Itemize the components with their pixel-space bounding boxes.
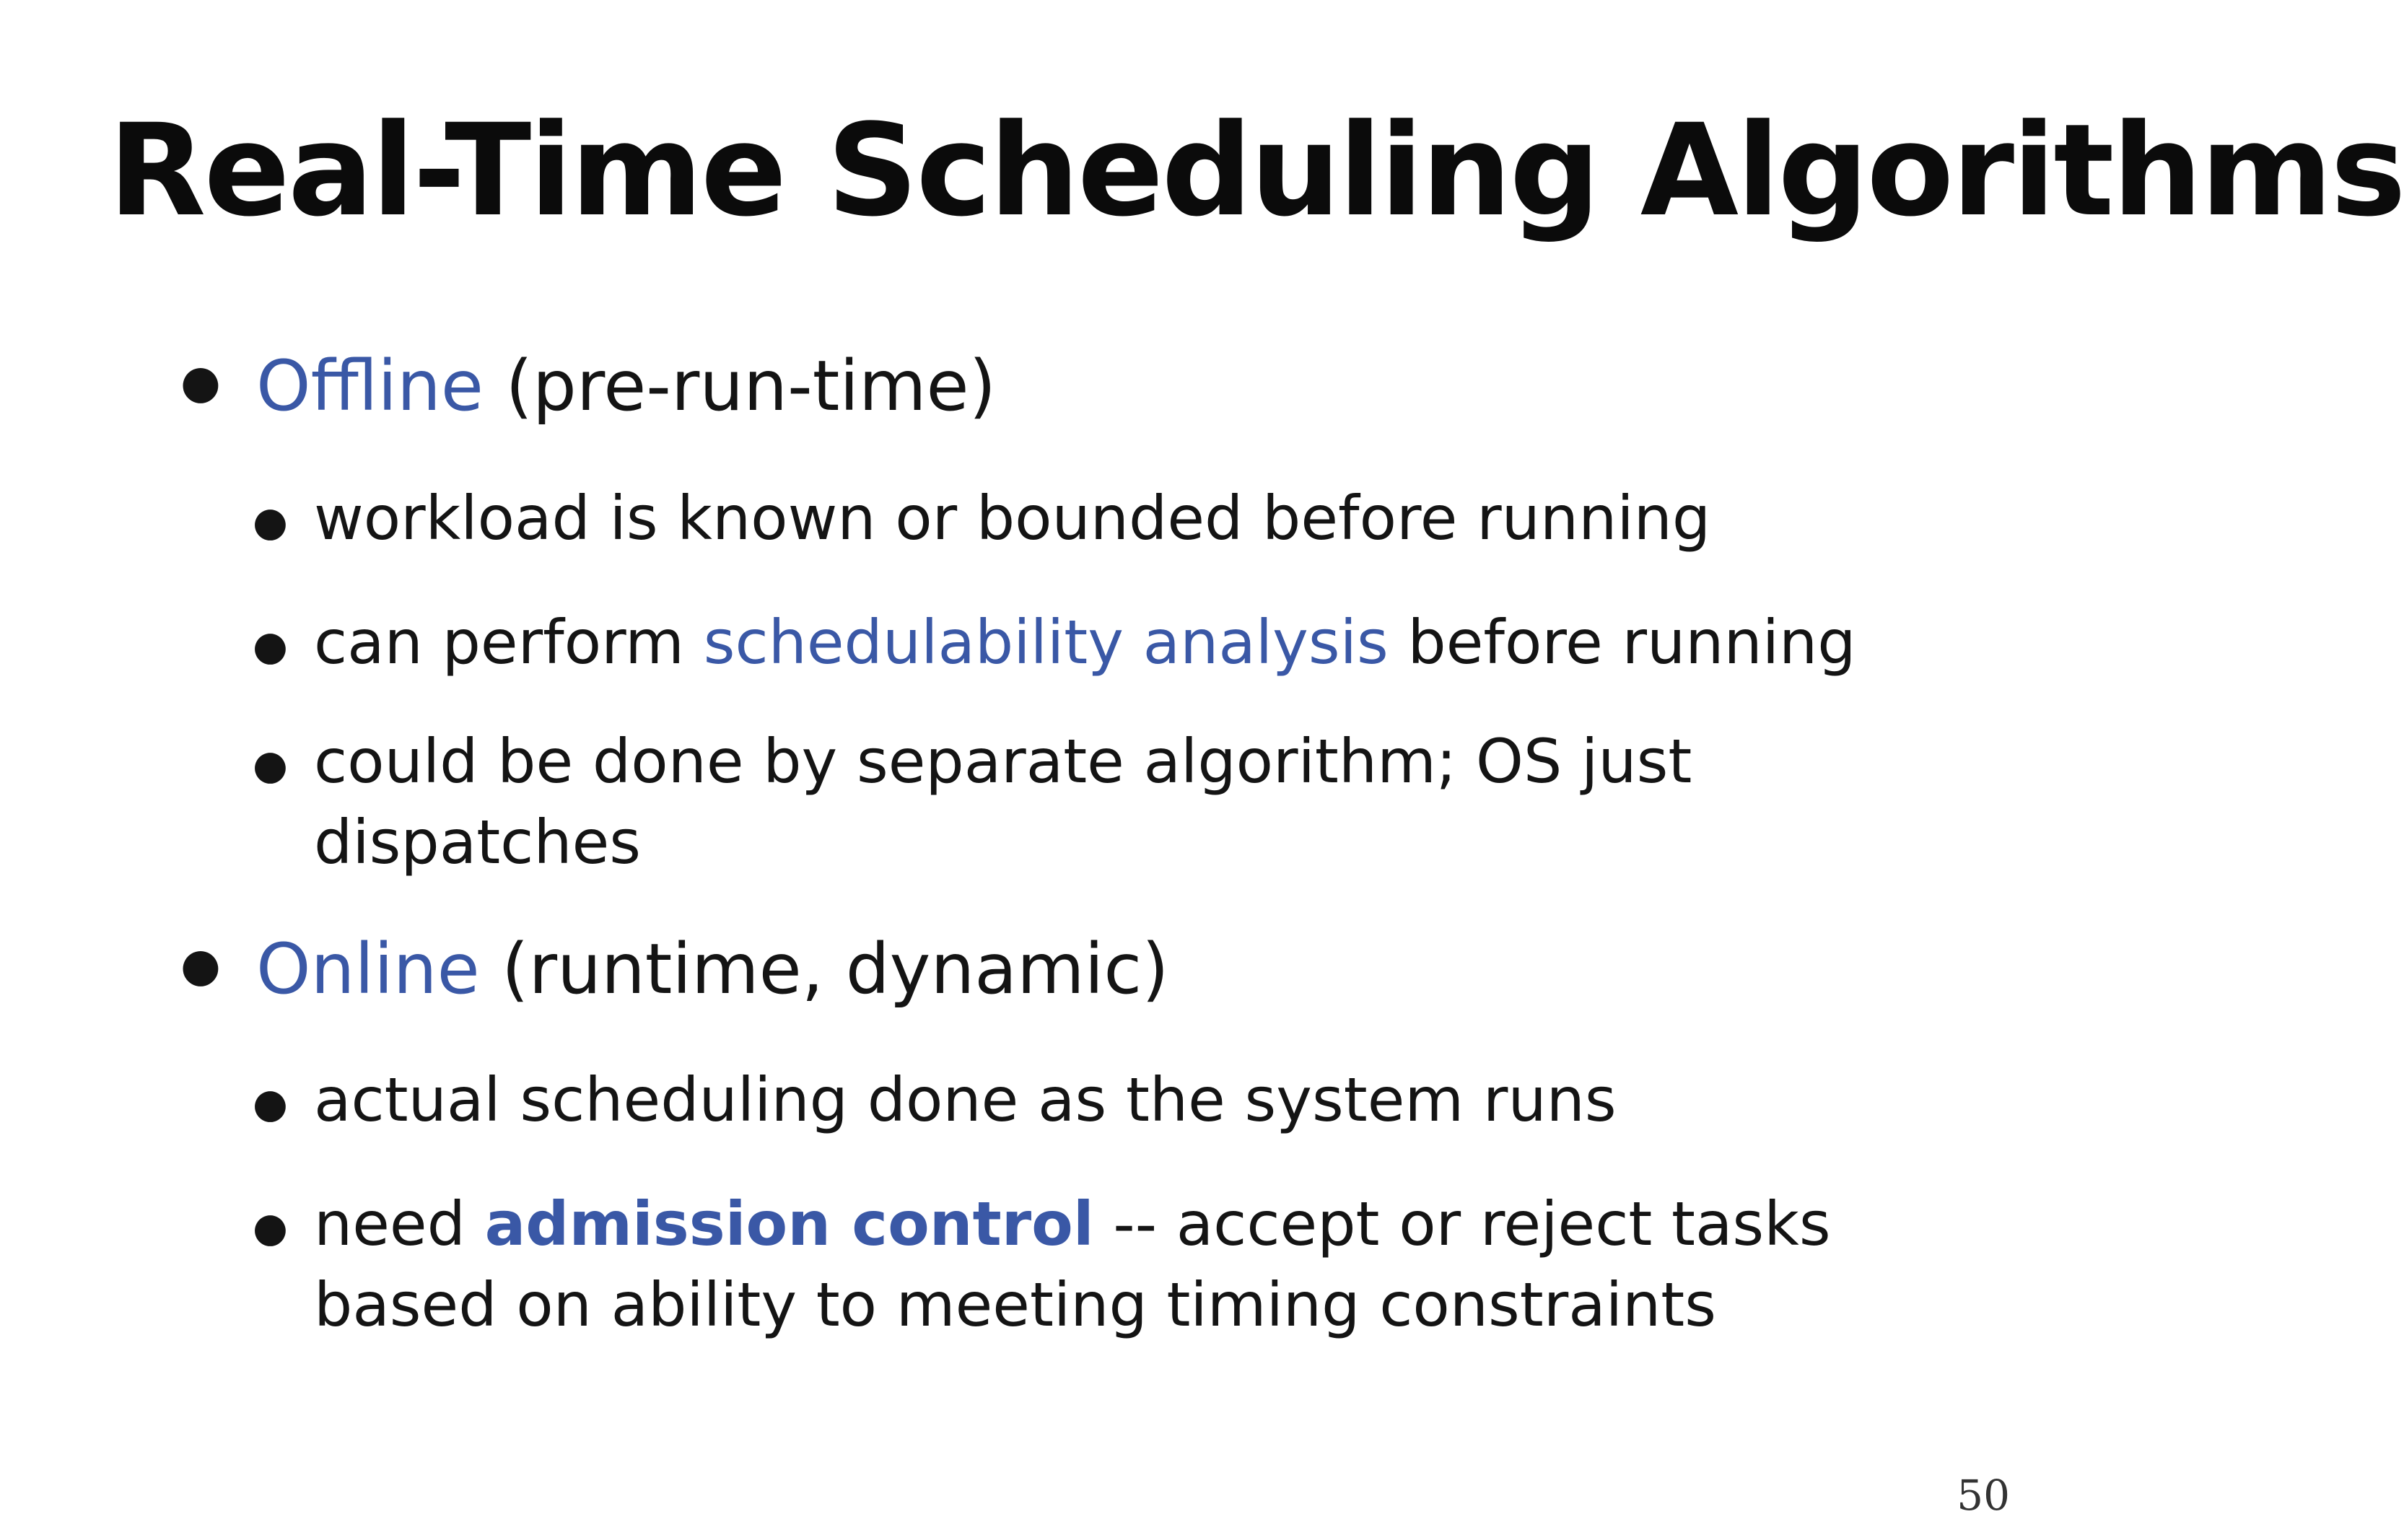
- offline-item-1-text: workload is known or bounded before running: [314, 483, 1711, 554]
- bullet-dot-icon: ●: [253, 742, 288, 789]
- online-item-1-text: actual scheduling done as the system runs: [314, 1064, 1617, 1135]
- page-number: 50: [1957, 1471, 2010, 1520]
- offline-item-3-text: could be done by separate algorithm; OS just dispatches: [314, 726, 1692, 878]
- offline-item-2-text: [314, 602, 1938, 683]
- bullet-dot-icon: ●: [253, 1204, 288, 1251]
- bullet-online-text: [256, 929, 1169, 1009]
- online-item-2-pre: need: [314, 1189, 485, 1259]
- bullet-dot-icon: ●: [180, 939, 221, 992]
- bullet-dot-icon: ●: [180, 356, 221, 409]
- bullet-dot-icon: ●: [253, 623, 288, 670]
- bullet-dot-icon: ●: [253, 1080, 288, 1127]
- schedulability-analysis-term: schedulability analysis: [703, 607, 1389, 678]
- offline-item-2-pre: can perform: [314, 607, 704, 678]
- slide-title: Real-Time Scheduling Algorithms: [108, 97, 2404, 245]
- bullet-dot-icon: ●: [253, 499, 288, 546]
- online-term: Online: [256, 929, 480, 1010]
- online-item-2-text: [314, 1184, 1938, 1345]
- bullet-offline-text: [256, 346, 996, 426]
- online-detail: (runtime, dynamic): [479, 929, 1169, 1010]
- offline-detail: (pre-run-time): [483, 346, 997, 426]
- admission-control-term: admission control: [484, 1189, 1094, 1259]
- offline-item-2-post: before running: [1388, 607, 1856, 678]
- offline-term: Offline: [256, 346, 484, 426]
- online-item-2-post: -- accept or reject tasks based on ability to meeting timing constraints: [314, 1189, 1831, 1340]
